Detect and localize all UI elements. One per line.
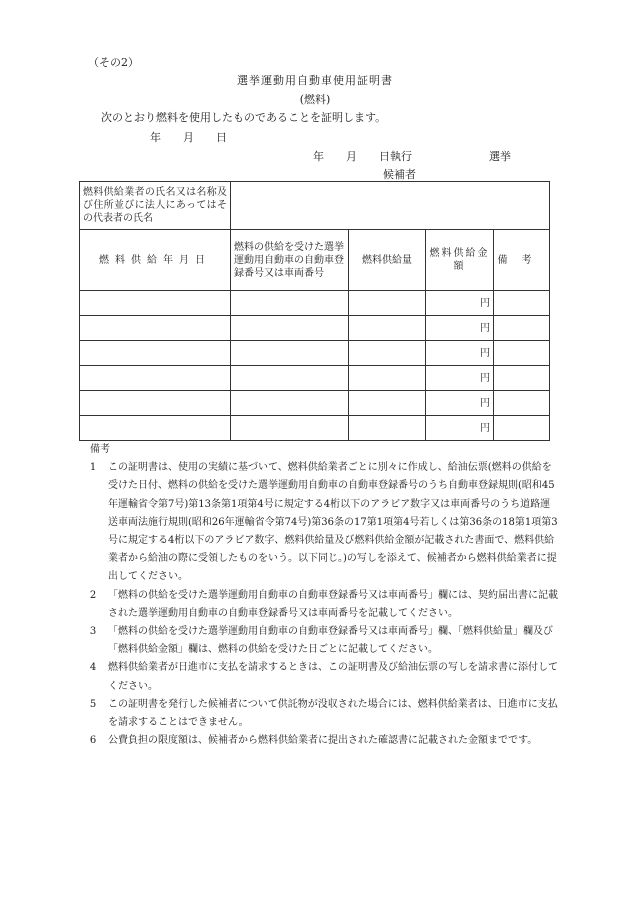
amount-cell[interactable] [349,341,426,366]
note-item [78,587,558,623]
table-row [80,391,550,416]
note-text: 公費負担の限度額は、候補者から燃料供給業者に提出された確認書に記載された金額までです。 [108,735,538,747]
note-text: 「燃料の供給を受けた選挙運動用自動車の自動車登録番号又は車両番号」欄、「燃料供給量」欄及び「燃料供給金額」欄は、燃料の供給を受けた日ごとに記載してください。 [108,626,553,656]
header-price: 燃料供給金額 [426,230,494,291]
vehicle-cell[interactable] [231,291,349,316]
yen-unit: 円 [480,397,490,409]
vehicle-cell[interactable] [231,316,349,341]
document-subtitle: (燃料) [299,93,331,106]
price-cell[interactable] [426,366,494,391]
date-cell[interactable] [80,316,231,341]
document-title: 選挙運動用自動車使用証明書 [237,74,393,87]
table-row [80,366,550,391]
date-cell[interactable] [80,291,231,316]
note-number: 6 [89,735,97,747]
note-number: 3 [89,626,97,638]
amount-cell[interactable] [349,366,426,391]
remarks-cell[interactable] [494,341,550,366]
vehicle-cell[interactable] [231,416,349,441]
column-header-row [80,230,550,291]
note-text: この証明書を発行した候補者について供託物が没収された場合には、燃料供給業者は、日進市に支払を請求することはできません。 [108,698,558,729]
note-item [78,696,558,732]
certification-date: 年 月 日 [150,131,227,144]
yen-unit: 円 [480,297,490,309]
header-amount: 燃料供給量 [349,230,426,291]
vehicle-cell[interactable] [231,391,349,416]
fuel-usage-table [79,181,550,441]
remarks-cell[interactable] [494,366,550,391]
date-cell[interactable] [80,366,231,391]
notes-section [78,441,558,750]
table-row [80,316,550,341]
note-number: 5 [89,698,97,710]
supplier-label-cell [80,182,231,230]
notes-title: 備考 [90,444,110,455]
certification-statement: 次のとおり燃料を使用したものであることを証明します。 [101,111,387,124]
note-item [78,623,558,659]
price-cell[interactable] [426,391,494,416]
amount-cell[interactable] [349,416,426,441]
date-cell[interactable] [80,391,231,416]
note-number: 2 [89,589,97,601]
remarks-cell[interactable] [494,391,550,416]
note-text: 「燃料の供給を受けた選挙運動用自動車の自動車登録番号又は車両番号」欄には、契約届出書に記載された選挙運動用自動車の自動車登録番号又は車両番号を記載してください。 [108,589,558,619]
table-row [80,291,550,316]
note-item [78,659,558,695]
amount-cell[interactable] [349,391,426,416]
header-remarks: 備考 [494,230,550,291]
yen-unit: 円 [480,347,490,359]
supplier-row [80,182,550,230]
candidate-label: 候補者 [383,168,416,181]
election-date-line: 年 月 日執行 選挙 [313,150,511,163]
vehicle-cell[interactable] [231,341,349,366]
supplier-value-cell[interactable] [231,182,550,230]
date-cell[interactable] [80,341,231,366]
price-cell[interactable] [426,316,494,341]
price-cell[interactable] [426,416,494,441]
date-cell[interactable] [80,416,231,441]
yen-unit: 円 [480,422,490,434]
note-text: この証明書は、使用の実績に基づいて、燃料供給業者ごとに別々に作成し、給油伝票(燃料の供給を受けた日付、燃料の供給を受けた選挙運動用自動車の自動車登録番号のうち自動車登録規則(昭和45年運輸省令第7号)第13条第1項第4号に規定する4桁以下のアラビア数字又は車両番号のうち道路運送車両法施行規則(昭和26年運輸省令第74号)第36条の17第1項第4号若しくは第36条の18第1項第3号に規定する4桁以下のアラビア数字、燃料供給量及び燃料供給金額が記載された書面で、燃料供給業者から給油の際に受領したものをいう。以下同じ。)の写しを添えて、候補者から燃料供給業者に提出してください。 [108,462,558,583]
header-vehicle: 燃料の供給を受けた選挙運動用自動車の自動車登録番号又は車両番号 [231,230,349,291]
table-row [80,341,550,366]
amount-cell[interactable] [349,316,426,341]
yen-unit: 円 [480,372,490,384]
note-item [78,732,558,750]
note-number: 4 [89,662,97,674]
vehicle-cell[interactable] [231,366,349,391]
note-text: 燃料供給業者が日進市に支払を請求するときは、この証明書及び給油伝票の写しを請求書に添付してください。 [108,662,558,692]
remarks-cell[interactable] [494,291,550,316]
yen-unit: 円 [480,322,490,334]
note-number: 1 [89,462,97,474]
note-item [78,459,558,586]
table-row [80,416,550,441]
amount-cell[interactable] [349,291,426,316]
remarks-cell[interactable] [494,416,550,441]
form-number-label: （その2） [88,56,139,69]
supplier-label: 燃料供給業者の氏名又は名称及び住所並びに法人にあってはその代表者の氏名 [83,187,227,224]
header-date: 燃料供給年月日 [80,230,231,291]
price-cell[interactable] [426,291,494,316]
remarks-cell[interactable] [494,316,550,341]
price-cell[interactable] [426,341,494,366]
